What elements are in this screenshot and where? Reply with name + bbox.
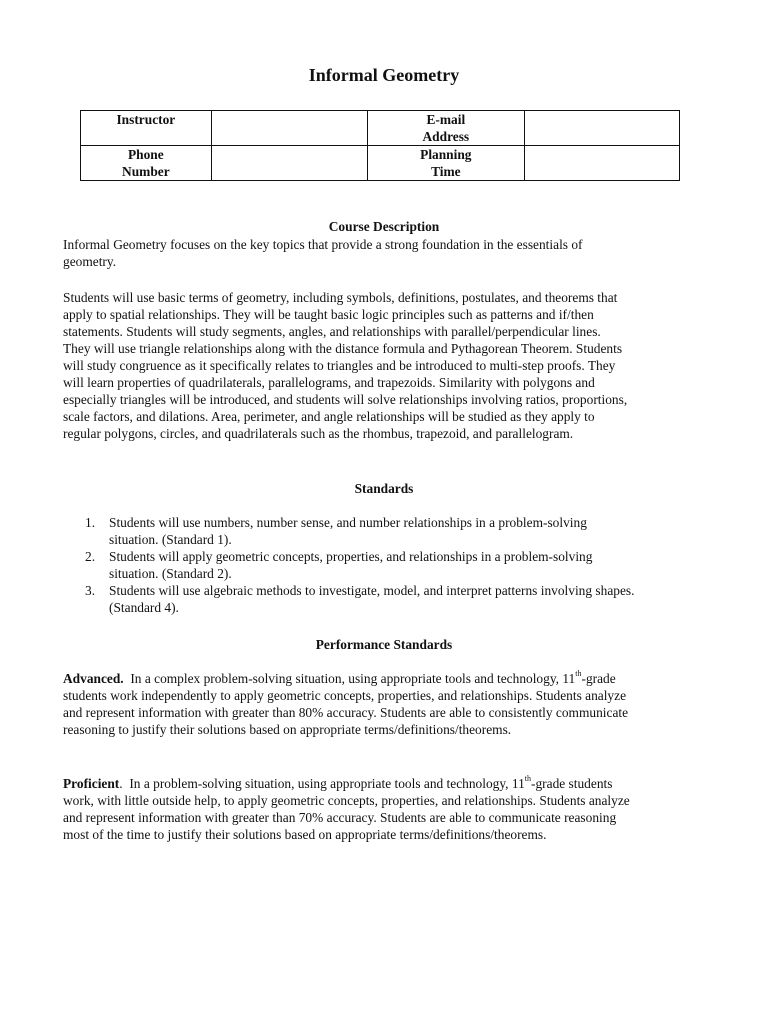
text-line: regular polygons, circles, and quadrilaterals such as the rhombus, trapezoid, and parallelogram. [63, 426, 574, 441]
text-line: (Standard 4). [109, 600, 179, 615]
instructor-label-text: Instructor [116, 112, 176, 127]
text-line: reasoning to justify their solutions based on appropriate terms/definitions/theorems. [63, 722, 512, 737]
planning-label-line1: Planning [420, 147, 472, 162]
text-line: work, with little outside help, to apply geometric concepts, properties, and relationships. Students analyze [63, 793, 630, 808]
planning-label [368, 146, 525, 181]
advanced-line1-post: -grade [581, 671, 616, 686]
email-label [368, 111, 525, 146]
email-label-line2: Address [422, 129, 470, 144]
phone-label-line2: Number [122, 164, 170, 179]
text-line: will study congruence as it specifically relates to triangles and be introduced to multi-step proofs. They [63, 358, 616, 373]
course-description-heading: Course Description [328, 219, 440, 234]
email-label-line1: E-mail [426, 112, 466, 127]
instructor-info-table [80, 110, 680, 181]
advanced-paragraph [63, 670, 713, 738]
standards-list [63, 514, 759, 616]
text-line: most of the time to justify their solutions based on appropriate terms/definitions/theorems. [63, 827, 547, 842]
text-line: will learn properties of quadrilaterals, parallelograms, and trapezoids. Similarity with polygons and [63, 375, 595, 390]
text-line: Informal Geometry focuses on the key topics that provide a strong foundation in the essentials of [63, 237, 583, 252]
text-line: students work independently to apply geometric concepts, properties, and relationships. Students analyze [63, 688, 627, 703]
text-line [63, 775, 713, 792]
text-line: geometry. [63, 254, 117, 269]
proficient-line1-post: -grade students [531, 776, 613, 791]
email-value [524, 111, 679, 146]
proficient-lead: Proficient [63, 776, 120, 791]
text-line: and represent information with greater than 70% accuracy. Students are able to communicate reasoning [63, 810, 617, 825]
text-line: especially triangles will be introduced, and students will solve relationships involving ratios, proportions, [63, 392, 628, 407]
list-number: 2. [85, 549, 96, 564]
text-line [63, 670, 713, 687]
planning-label-line2: Time [431, 164, 461, 179]
text-line: Students will use algebraic methods to investigate, model, and interpret patterns involving shapes. [109, 583, 635, 598]
course-description-paragraph-1 [63, 236, 713, 270]
list-number: 3. [85, 583, 96, 598]
ordinal-superscript: th [524, 774, 532, 783]
text-line: and represent information with greater than 80% accuracy. Students are able to consistently communicate [63, 705, 629, 720]
page-title: Informal Geometry [308, 65, 460, 85]
list-number: 1. [85, 515, 96, 530]
phone-label [81, 146, 212, 181]
table-row [81, 146, 680, 181]
text-line: They will use triangle relationships along with the distance formula and Pythagorean Theorem. Students [63, 341, 623, 356]
standards-heading: Standards [354, 481, 414, 496]
text-line: Students will use basic terms of geometry, including symbols, definitions, postulates, and theorems that [63, 290, 618, 305]
planning-value [524, 146, 679, 181]
proficient-line1-pre: . In a problem-solving situation, using appropriate tools and technology, 11 [119, 776, 525, 791]
course-description-paragraph-2 [63, 289, 713, 442]
phone-value [211, 146, 367, 181]
phone-label-line1: Phone [127, 147, 164, 162]
text-line: Students will apply geometric concepts, properties, and relationships in a problem-solving [109, 549, 593, 564]
proficient-paragraph [63, 775, 713, 843]
advanced-lead: Advanced. [63, 671, 124, 686]
list-item [85, 514, 759, 548]
text-line: statements. Students will study segments, angles, and relationships with parallel/perpendicular lines. [63, 324, 601, 339]
text-line: situation. (Standard 1). [109, 532, 232, 547]
list-item [85, 548, 759, 582]
list-item [85, 582, 759, 616]
advanced-line1-pre: In a complex problem-solving situation, using appropriate tools and technology, 11 [123, 671, 576, 686]
text-line: Students will use numbers, number sense, and number relationships in a problem-solving [109, 515, 587, 530]
table-row [81, 111, 680, 146]
text-line: apply to spatial relationships. They will be taught basic logic principles such as patterns and if/then [63, 307, 594, 322]
performance-standards-heading: Performance Standards [315, 637, 453, 652]
ordinal-superscript: th [575, 669, 582, 678]
instructor-value [211, 111, 367, 146]
text-line: situation. (Standard 2). [109, 566, 232, 581]
text-line: scale factors, and dilations. Area, perimeter, and angle relationships will be studied as they apply to [63, 409, 595, 424]
instructor-label [81, 111, 212, 146]
